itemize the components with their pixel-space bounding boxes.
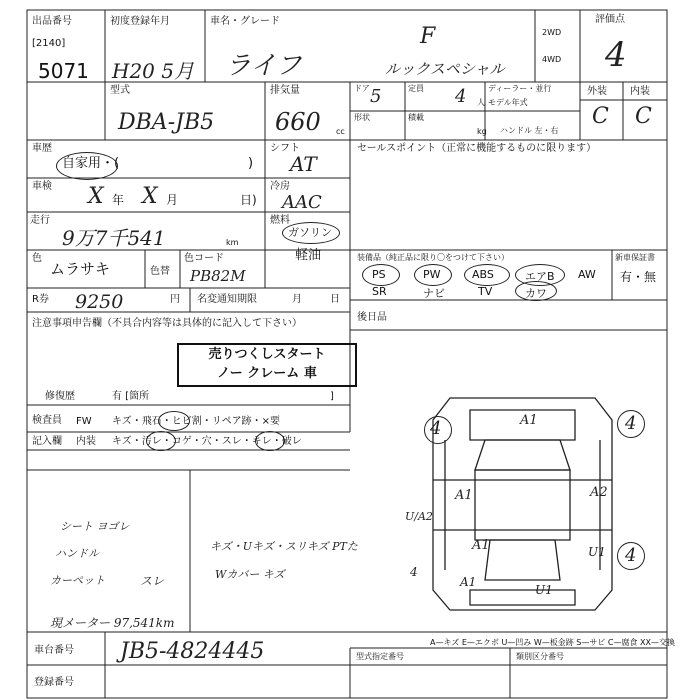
mileage-value: 9万7千541 <box>62 226 166 250</box>
usage-circle <box>56 152 118 180</box>
load-unit: kg <box>477 127 487 136</box>
new-warranty-label: 新車保証書 <box>615 253 655 262</box>
remark-wear: スレ <box>140 574 165 588</box>
color-type-label: 色替 <box>150 266 170 277</box>
fw-tag: FW <box>76 416 92 427</box>
equip-pw-circle <box>414 264 452 286</box>
displacement-label: 排気量 <box>270 85 300 96</box>
color-code-value: PB82M <box>190 267 246 285</box>
wheel-fr-circle <box>617 410 645 438</box>
interior-dirt-circle <box>146 431 176 451</box>
usage-label: 車歴 <box>32 143 52 154</box>
remark-seat: シート ヨゴレ <box>60 520 130 533</box>
inspector-label-2: 記入欄 <box>32 436 62 447</box>
fuel-diesel: 軽油 <box>295 248 322 263</box>
equip-navi: ナビ <box>423 287 445 300</box>
repair-label: 修復歴 <box>45 391 75 402</box>
stamp-line-2: ノー クレーム 車 <box>217 366 317 381</box>
score-value: 4 <box>605 35 627 75</box>
rear-items-label: 後日品 <box>357 312 387 323</box>
recycle-value: 9250 <box>75 291 124 313</box>
color-label: 色 <box>32 253 42 264</box>
equip-tv: TV <box>478 285 493 298</box>
repair-value: 有 [箇所 <box>112 391 150 402</box>
notice-month: 月 <box>292 294 302 305</box>
inspector-label-1: 検査員 <box>32 415 62 426</box>
damage-left-a1: A1 <box>455 488 473 503</box>
no-claim-stamp <box>177 343 357 387</box>
inspection-day-unit: 日) <box>240 193 257 207</box>
remark-handle: ハンドル <box>55 547 99 560</box>
displacement-value: 660 <box>275 108 321 136</box>
model-value: DBA-JB5 <box>118 110 215 135</box>
name-grade-label: 車名・グレード <box>210 16 280 27</box>
color-code-label: 色コード <box>184 253 224 264</box>
inspection-year-unit: 年 <box>112 193 125 207</box>
inspection-month-unit: 月 <box>166 193 179 207</box>
displacement-unit: cc <box>336 127 345 136</box>
usage-close: ) <box>248 156 254 171</box>
int-label: 内装 <box>630 86 650 97</box>
damage-side-a1: A1 <box>460 575 477 589</box>
chassis-value: JB5-4824445 <box>120 639 265 664</box>
equip-pw: PW <box>423 268 441 281</box>
notes-label: 注意事項申告欄（不具合内容等は具体的に記入して下さい） <box>32 318 302 329</box>
wheel-fl-4: 4 <box>430 418 442 439</box>
shift-value: AT <box>290 152 317 176</box>
remark-right-1: キズ・Uキズ・スリキズ PTた <box>210 540 358 553</box>
equip-abs: ABS <box>472 268 494 281</box>
interior-tag: 内装 <box>76 436 96 447</box>
registration-label: 登録番号 <box>34 677 74 688</box>
type-designation-label: 型式指定番号 <box>356 652 404 661</box>
equip-aw: AW <box>578 268 596 281</box>
grade-value: ルックスペシャル <box>385 60 505 78</box>
sales-label: セールスポイント（正常に機能するものに限ります） <box>357 143 597 154</box>
fw-text: キズ・飛石・ヒビ割・リペア跡・×要 <box>112 416 280 427</box>
ext-value: C <box>592 104 609 129</box>
wheel-rr-4: 4 <box>625 545 637 566</box>
wheel-fr-4: 4 <box>625 413 637 434</box>
score-label: 評価点 <box>595 14 625 25</box>
seats-value: 4 <box>455 86 467 107</box>
first-reg-value: H20 5月 <box>112 59 194 83</box>
new-warranty-value: 有・無 <box>620 270 657 284</box>
doors-label: ドア <box>354 84 370 93</box>
dealer-label: ディーラー・並行 <box>488 84 552 93</box>
equip-ps-circle <box>362 264 400 286</box>
remark-right-2: Wカバー キズ <box>215 568 285 581</box>
class-number-label: 類別区分番号 <box>516 652 564 661</box>
equip-ps: PS <box>372 268 386 281</box>
shape-label: 形状 <box>354 113 370 122</box>
ac-value: AAC <box>282 192 322 213</box>
recycle-unit: 円 <box>170 294 180 305</box>
repair-close: ] <box>330 391 334 402</box>
int-value: C <box>635 104 652 129</box>
lot-code: [2140] <box>32 38 66 49</box>
wheel-rl-4: 4 <box>410 565 418 579</box>
damage-front-a1: A1 <box>520 413 538 428</box>
seats-label: 定員 <box>408 84 424 93</box>
equip-abs-circle <box>464 264 510 286</box>
fuel-circle <box>282 222 340 244</box>
usage-value: 自家用・( <box>62 156 120 171</box>
ext-label: 外装 <box>587 86 607 97</box>
first-reg-label: 初度登録年月 <box>110 16 170 27</box>
load-label: 積載 <box>408 113 424 122</box>
remark-carpet: カーペット <box>50 574 105 587</box>
lot-label: 出品番号 <box>32 16 72 27</box>
grade-letter: F <box>420 24 436 49</box>
recycle-label: R券 <box>32 294 49 305</box>
mileage-label: 走行 <box>30 215 50 226</box>
damage-rear-u1: U1 <box>535 583 553 597</box>
damage-right-a2: A2 <box>590 485 608 500</box>
damage-legend: A—キズ E—エクボ U—凹み W—板金跡 S—サビ C—腐食 XX—交換 <box>430 638 676 647</box>
model-year-label: モデル年式 <box>488 98 528 107</box>
damage-left-a1-2: A1 <box>472 538 490 553</box>
seats-unit: 人 <box>477 98 485 107</box>
fw-stone-circle <box>158 411 190 431</box>
notice-label: 名変通知期限 <box>197 294 257 305</box>
equip-leather: カワ <box>525 287 547 300</box>
fuel-gasoline: ガソリン <box>288 226 332 239</box>
damage-u1: U1 <box>588 545 606 559</box>
wheel-rr-circle <box>617 542 645 570</box>
chassis-label: 車台番号 <box>34 645 74 656</box>
lot-number: 5071 <box>38 59 89 83</box>
fuel-label: 燃料 <box>270 215 290 226</box>
inspection-year: X <box>88 184 104 209</box>
drive-4wd: 4WD <box>542 55 562 64</box>
stamp-line-1: 売りつくしスタート <box>208 347 326 362</box>
doors-value: 5 <box>370 86 382 107</box>
interior-wear-circle <box>255 431 285 451</box>
wheel-fl-circle <box>424 416 452 444</box>
equipment-label: 装備品（純正品に限り〇をつけて下さい） <box>357 253 509 262</box>
drive-2wd: 2WD <box>542 28 562 37</box>
inspection-month: X <box>142 184 158 209</box>
handle-label: ハンドル 左・右 <box>500 126 559 135</box>
color-value: ムラサキ <box>50 260 111 278</box>
car-name: ライフ <box>225 51 302 81</box>
equip-leather-circle <box>515 281 557 301</box>
notice-day: 日 <box>330 294 340 305</box>
model-label: 型式 <box>110 85 130 96</box>
equip-sr: SR <box>372 285 387 298</box>
damage-ua2: U/A2 <box>405 510 433 523</box>
interior-text: キズ・汚レ・コゲ・穴・スレ・キレ・破レ <box>112 436 302 447</box>
equip-airbag: エアB <box>525 270 555 283</box>
mileage-unit: km <box>226 238 239 247</box>
ac-label: 冷房 <box>270 181 290 192</box>
shift-label: シフト <box>270 143 300 154</box>
meter-note: 現メーター 97,541km <box>50 616 175 630</box>
inspection-label: 車検 <box>32 181 52 192</box>
